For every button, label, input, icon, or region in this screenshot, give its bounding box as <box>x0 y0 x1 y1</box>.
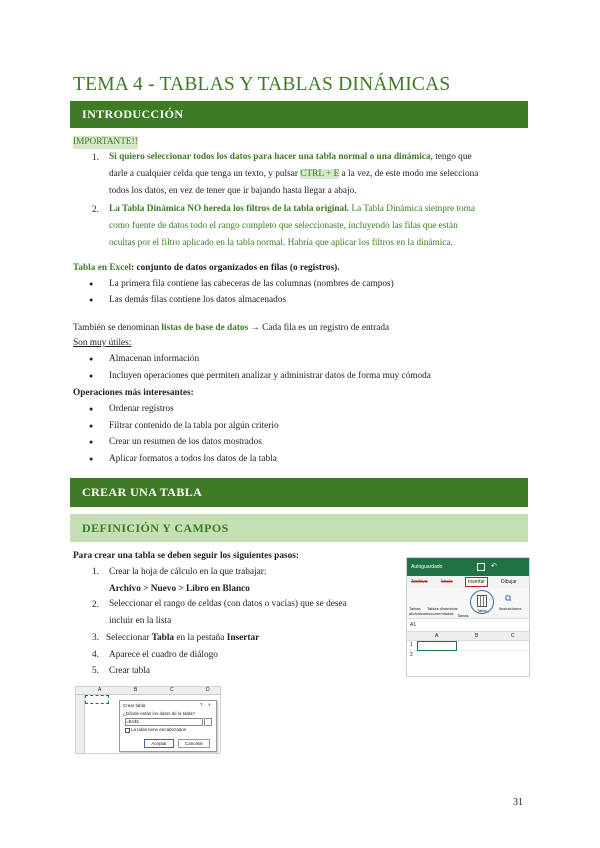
cell-reference[interactable]: A1 <box>410 622 417 628</box>
illustrations-button[interactable]: Ilustraciones <box>499 606 522 611</box>
column-header[interactable]: A <box>435 633 439 639</box>
headers-checkbox[interactable] <box>125 728 130 733</box>
headers-checkbox-label: La tabla tiene encabezados <box>131 727 187 732</box>
also-called-line: También se denominan listas de base de datos → Cada fila es un registro de entrada <box>73 323 390 333</box>
pivot-table-button[interactable]: Tablas dinámicas <box>409 606 428 616</box>
list-number: 1. <box>92 567 99 577</box>
column-header: A <box>98 687 102 693</box>
document-title: TEMA 4 - TABLAS Y TABLAS DINÁMICAS <box>73 74 451 95</box>
list-item: ● Las demás filas contiene los datos almacenados <box>109 294 286 307</box>
row-header[interactable]: 1 <box>410 642 413 648</box>
shortcut-highlight: CTRL + E <box>300 169 340 179</box>
row-header-strip <box>76 695 85 753</box>
ribbon-insert-group <box>407 588 529 619</box>
tab-archivo[interactable]: Archivo <box>411 579 428 585</box>
table-icon <box>477 595 487 607</box>
important-item-1-bold: Si quiero seleccionar todos los datos para hacer una tabla normal o una dinámica <box>109 152 431 162</box>
dialog-question: ¿Dónde están los datos de la tabla? <box>123 711 196 716</box>
excel-titlebar: Autoguardado ↶ <box>407 558 529 576</box>
cancel-button[interactable]: Cancelar <box>178 739 210 748</box>
selected-cell[interactable] <box>417 641 457 651</box>
column-header: B <box>134 687 138 693</box>
column-header: C <box>170 687 174 693</box>
important-item-2: La Tabla Dinámica NO hereda los filtros de la tabla original. La Tabla Dinámica siempre toma como fuente de datos todo el rango completo que seleccionaste, incluyendo las filas que están ocultas por el filtro aplicado en la tabla normal. Habría que aplicar los filtros en la dinámica. <box>109 204 476 248</box>
list-number: 3. <box>92 633 99 643</box>
help-icon[interactable]: ? <box>200 702 203 707</box>
excel-table-definition: Tabla en Excel: conjunto de datos organizados en filas (o registros). <box>73 263 340 273</box>
list-item: ● Aplicar formatos a todos los datos de la tabla <box>109 453 277 466</box>
step-5: Crear tabla <box>109 666 151 676</box>
steps-intro: Para crear una tabla se deben seguir los siguientes pasos: <box>73 551 299 561</box>
ok-button[interactable]: Aceptar <box>144 739 174 748</box>
list-number: 1. <box>92 153 99 163</box>
subsection-heading-definicion: DEFINICIÓN Y CAMPOS <box>70 514 528 542</box>
range-picker-icon[interactable] <box>204 718 212 726</box>
list-number: 2. <box>92 600 99 610</box>
dialog-title: Crear tabla <box>123 703 146 708</box>
list-item: ● La primera fila contiene las cabeceras de las columnas (nombres de campos) <box>109 278 394 291</box>
step-2: Seleccionar el rango de celdas (con datos o vacías) que se desea incluir en la lista <box>109 599 347 626</box>
column-header: D <box>206 687 210 693</box>
column-headers <box>76 687 220 695</box>
save-icon <box>477 563 485 571</box>
list-item: ● Almacenan información <box>109 353 199 366</box>
undo-icon: ↶ <box>491 563 497 570</box>
formula-bar <box>407 619 529 632</box>
list-number: 2. <box>92 205 99 215</box>
section-heading-crear-tabla: CREAR UNA TABLA <box>70 478 528 507</box>
create-table-dialog <box>119 700 217 752</box>
list-item: ● Filtrar contenido de la tabla por algún criterio <box>109 420 279 433</box>
ribbon-group-label: Tablas <box>457 613 469 618</box>
important-label: IMPORTANTE!! <box>73 137 138 147</box>
close-icon[interactable]: × <box>208 702 211 707</box>
table-button-label: Tabla <box>477 608 487 613</box>
recommended-pivot-button[interactable]: Tablas dinámicas recomendadas <box>427 606 458 616</box>
range-input[interactable]: =$A$1 <box>125 718 203 726</box>
step-4: Aparece el cuadro de diálogo <box>109 650 218 660</box>
excel-ribbon-screenshot <box>406 557 530 677</box>
column-header[interactable]: C <box>511 633 515 639</box>
section-heading-introduccion: INTRODUCCIÓN <box>70 101 528 128</box>
column-header[interactable]: B <box>475 633 479 639</box>
operations-label: Operaciones más interesantes: <box>73 388 194 398</box>
step-3: Seleccionar Tabla en la pestaña Insertar <box>106 633 260 643</box>
list-number: 4. <box>92 650 99 660</box>
step-1: Crear la hoja de cálculo en la que trabajar: <box>109 567 267 577</box>
marching-ants-selection <box>85 695 109 704</box>
tab-insertar[interactable]: Insertar <box>465 577 488 587</box>
row-header[interactable]: 2 <box>410 652 413 658</box>
important-item-1: Si quiero seleccionar todos los datos para hacer una tabla normal o una dinámica, tengo que darle a cualquier celda que tenga un texto, y pulsar CTRL + E a la vez, de este modo me selecciona todos los datos, en vez de tener que ir bajando hasta llegar a abajo. <box>109 152 479 196</box>
list-item: ● Incluyen operaciones que permiten analizar y administrar datos de forma muy cómoda <box>109 370 431 383</box>
page-number: 31 <box>513 797 523 808</box>
useful-label: Son muy útiles: <box>73 338 132 348</box>
tab-dibujar[interactable]: Dibujar <box>501 579 517 585</box>
tab-inicio[interactable]: Inicio <box>441 579 453 585</box>
ribbon-tabs <box>407 576 529 588</box>
list-item: ● Crear un resumen de los datos mostrados <box>109 436 262 449</box>
shapes-icon: ⧉ <box>505 593 512 603</box>
create-table-dialog-screenshot <box>75 686 221 754</box>
list-number: 5. <box>92 666 99 676</box>
step-1-path: Archivo > Nuevo > Libro en Blanco <box>109 584 250 594</box>
list-item: ● Ordenar registros <box>109 403 174 416</box>
important-item-2-bold: La Tabla Dinámica NO hereda los filtros de la tabla original. <box>109 204 350 214</box>
sheet-grid <box>407 632 529 660</box>
